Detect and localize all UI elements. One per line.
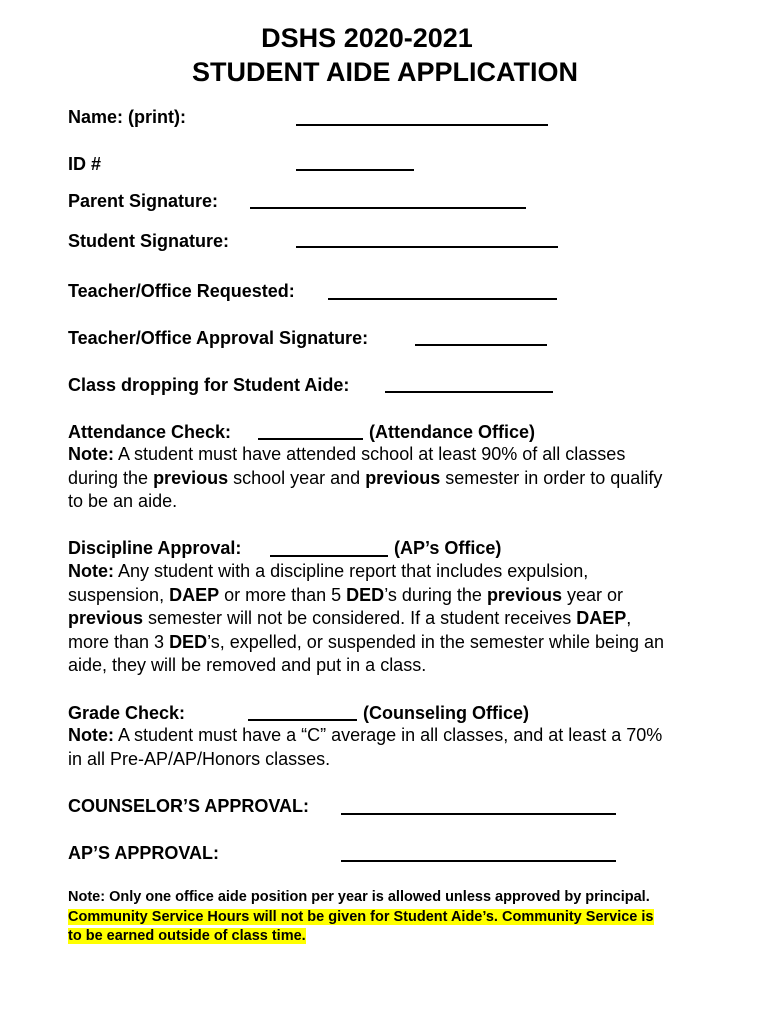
ap-approval-blank[interactable]	[341, 860, 616, 862]
note-label: Note:	[68, 561, 114, 581]
student-signature-blank[interactable]	[296, 246, 558, 248]
parent-signature-blank[interactable]	[250, 207, 526, 209]
note-text: ’s, expelled, or suspended in the semester while being an aide, they will be removed and put in a class.	[68, 631, 665, 675]
teacher-approval-blank[interactable]	[415, 344, 547, 346]
note-text: , more than 3	[68, 608, 632, 652]
student-signature-label: Student Signature:	[68, 231, 229, 251]
parent-signature-label: Parent Signature:	[68, 191, 219, 211]
form-title-line-1: DSHS 2020-2021	[261, 23, 473, 53]
teacher-requested-blank[interactable]	[328, 298, 557, 300]
note-emphasis: DED	[346, 584, 385, 605]
grade-note	[68, 724, 668, 771]
counselor-approval-blank[interactable]	[341, 813, 616, 815]
counselor-approval-label: COUNSELOR’S APPROVAL:	[68, 796, 310, 816]
teacher-requested-label: Teacher/Office Requested:	[68, 281, 295, 301]
note-emphasis: previous	[153, 467, 229, 488]
note-text: semester will not be considered. If a student receives	[143, 608, 577, 628]
note-text: A student must have attended school at least 90% of all classes during the	[68, 444, 626, 488]
teacher-approval-label: Teacher/Office Approval Signature:	[68, 328, 369, 348]
attendance-check-blank[interactable]	[258, 438, 363, 440]
note-emphasis: DAEP	[169, 584, 220, 605]
note-emphasis: previous	[68, 608, 144, 628]
note-text: year or	[561, 584, 623, 605]
attendance-office-label: (Attendance Office)	[369, 422, 536, 442]
name-blank[interactable]	[296, 124, 548, 126]
discipline-note	[68, 560, 668, 678]
note-emphasis: previous	[486, 584, 562, 605]
grade-check-label: Grade Check:	[68, 703, 186, 723]
grade-office-label: (Counseling Office)	[363, 703, 529, 723]
note-label: Note:	[68, 725, 114, 745]
note-text: A student must have a “C” average in all classes, and at least a 70% in all Pre-AP/AP/Honors classes.	[68, 725, 663, 769]
ap-approval-label: AP’S APPROVAL:	[68, 843, 220, 863]
class-dropping-label: Class dropping for Student Aide:	[68, 375, 350, 395]
class-dropping-blank[interactable]	[385, 391, 553, 393]
footer-note-text: Note: Only one office aide position per year is allowed unless approved by principal.	[68, 889, 650, 905]
grade-check-blank[interactable]	[248, 719, 357, 721]
discipline-office-label: (AP’s Office)	[394, 538, 502, 558]
note-text: or more than 5	[219, 584, 347, 605]
footer-highlighted-text: Community Service Hours will not be given for Student Aide’s. Community Service is to be earned outside of class time.	[68, 908, 654, 944]
discipline-approval-label: Discipline Approval:	[68, 538, 242, 558]
note-text: semester in order to qualify to be an aide.	[68, 467, 663, 511]
footer-note	[68, 888, 668, 947]
attendance-note	[68, 443, 668, 514]
attendance-check-label: Attendance Check:	[68, 422, 232, 442]
note-label: Note:	[68, 444, 114, 464]
note-text: Any student with a discipline report that includes expulsion, suspension,	[68, 561, 589, 605]
discipline-approval-blank[interactable]	[270, 555, 388, 557]
id-label: ID #	[68, 154, 102, 174]
note-emphasis: DAEP	[576, 608, 627, 628]
note-emphasis: DED	[169, 631, 208, 652]
note-text: school year and	[228, 467, 366, 488]
form-title-line-2: STUDENT AIDE APPLICATION	[191, 57, 578, 87]
id-blank[interactable]	[296, 169, 414, 171]
note-text: ’s during the	[384, 584, 487, 605]
name-label: Name: (print):	[68, 107, 186, 127]
note-emphasis: previous	[365, 467, 441, 488]
